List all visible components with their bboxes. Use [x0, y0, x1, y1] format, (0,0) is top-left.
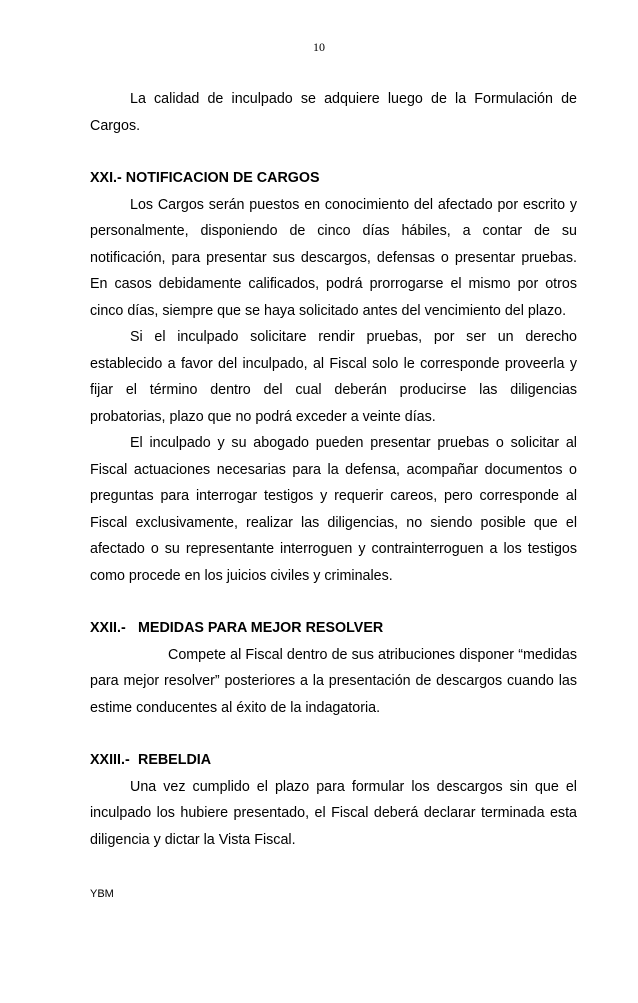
- paragraph: Si el inculpado solicitare rendir pruebas, por ser un derecho establecido a favor del inculpado, al Fiscal solo le corresponde proveerla y fijar el término dentro del cual deberán producirse las diligencias probatorias, plazo que no podrá exceder a veinte días.: [90, 329, 577, 425]
- paragraph: El inculpado y su abogado pueden presentar pruebas o solicitar al Fiscal actuaciones necesarias para la defensa, acompañar documentos o preguntas para interrogar testigos y requerir careos, pero corresponde al Fiscal exclusivamente, realizar las diligencias, no siendo posible que el afectado o su representante interroguen y contrainterroguen a los testigos como procede en los juicios civiles y criminales.: [90, 435, 577, 584]
- page-number: 10: [313, 40, 325, 54]
- section-heading: [90, 747, 577, 774]
- document-body: [90, 86, 577, 853]
- section-notificacion-de-cargos: [90, 165, 577, 589]
- section-rebeldia: [90, 747, 577, 853]
- section-heading: XXI.- NOTIFICACION DE CARGOS: [90, 170, 320, 186]
- section-heading: [90, 615, 577, 642]
- section-title: MEDIDAS PARA MEJOR RESOLVER: [138, 620, 384, 636]
- section-medidas-para-mejor-resolver: [90, 615, 577, 721]
- section-number: XXII.-: [90, 620, 126, 636]
- paragraph: Una vez cumplido el plazo para formular los descargos sin que el inculpado los hubiere presentado, el Fiscal deberá declarar terminada esta diligencia y dictar la Vista Fiscal.: [90, 778, 577, 848]
- section-title: REBELDIA: [138, 752, 212, 768]
- paragraph: Los Cargos serán puestos en conocimiento del afectado por escrito y personalmente, disponiendo de cinco días hábiles, a contar de su notificación, para presentar sus descargos, defensas o presentar pruebas. En casos debidamente calificados, podrá prorrogarse el mismo por otros cinco días, siempre que se haya solicitado antes del vencimiento del plazo.: [90, 196, 577, 319]
- paragraph: Compete al Fiscal dentro de sus atribuciones disponer “medidas para mejor resolver” posteriores a la presentación de descargos cuando las estime conducentes al éxito de la indagatoria.: [90, 646, 577, 716]
- section-number: XXIII.-: [90, 752, 130, 768]
- footer-initials: YBM: [90, 888, 114, 900]
- intro-paragraph: La calidad de inculpado se adquiere luego de la Formulación de Cargos.: [90, 91, 577, 134]
